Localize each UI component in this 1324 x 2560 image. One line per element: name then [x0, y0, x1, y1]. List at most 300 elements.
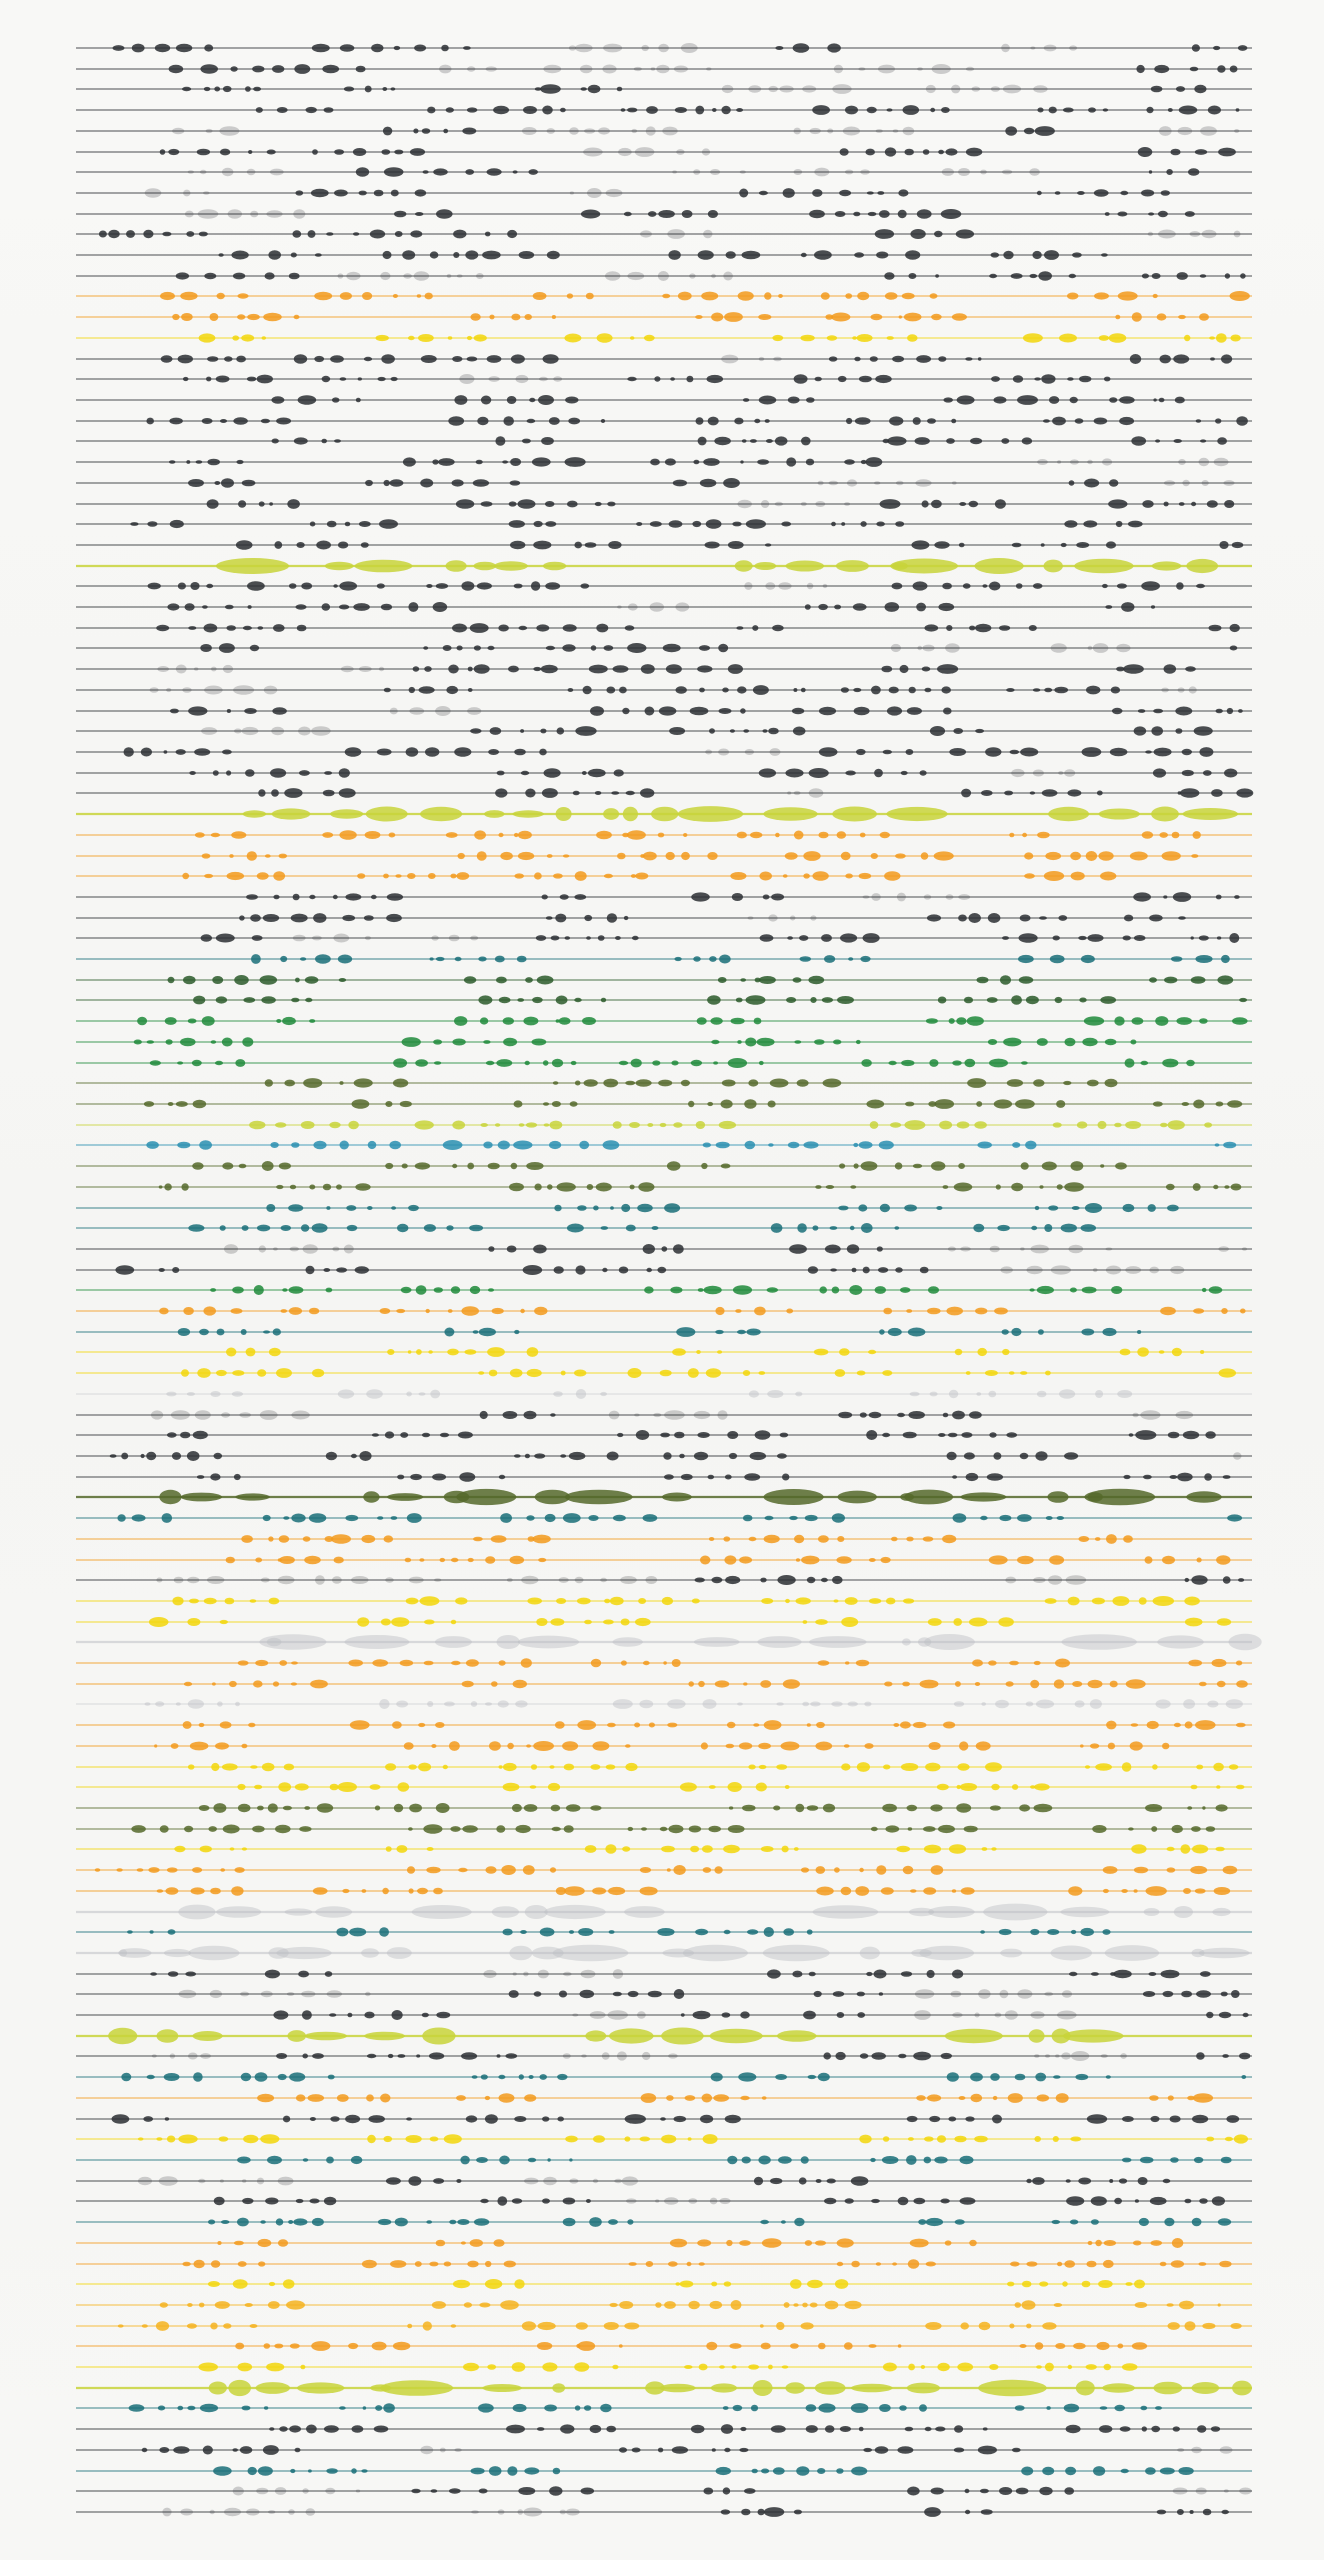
ink-bead — [674, 1989, 685, 1999]
ink-bead — [924, 688, 931, 693]
ink-bead — [1174, 1906, 1193, 1918]
score-line-44 — [76, 933, 1252, 943]
ink-bead — [309, 1185, 315, 1190]
ink-bead — [790, 2279, 802, 2289]
ink-bead — [911, 540, 929, 549]
ink-bead — [643, 1244, 655, 1254]
ink-bead — [381, 604, 392, 611]
ink-bead — [367, 2054, 377, 2058]
ink-bead — [1216, 1804, 1228, 1811]
ink-bead — [1134, 935, 1146, 941]
ink-bead — [1170, 149, 1180, 156]
ink-bead — [575, 726, 596, 736]
ink-bead — [1009, 2324, 1014, 2329]
score-line-10 — [76, 229, 1252, 239]
ink-bead — [355, 1266, 369, 1273]
ink-bead — [468, 667, 473, 672]
ink-bead — [270, 1142, 278, 1148]
ink-bead — [323, 1268, 330, 1272]
ink-bead — [295, 1783, 309, 1790]
ink-bead — [715, 1307, 724, 1315]
ink-bead — [1192, 2115, 1208, 2124]
ink-bead — [1172, 1825, 1183, 1833]
ink-bead — [276, 1368, 292, 1378]
ink-bead — [344, 1245, 354, 1254]
ink-bead — [426, 1867, 440, 1874]
ink-bead — [1145, 1804, 1162, 1812]
ink-bead — [954, 1183, 973, 1192]
ink-bead — [329, 2013, 336, 2017]
ink-bead — [849, 1285, 862, 1295]
ink-bead — [391, 377, 398, 381]
ink-bead — [237, 2157, 251, 2164]
ink-bead — [536, 1618, 547, 1626]
ink-bead — [771, 2425, 786, 2433]
ink-bead — [675, 107, 687, 113]
ink-bead — [706, 67, 711, 70]
ink-bead — [460, 2156, 469, 2165]
ink-bead — [754, 1307, 766, 1316]
ink-bead — [489, 2466, 502, 2476]
ink-bead — [823, 584, 828, 588]
ink-bead — [507, 230, 517, 238]
ink-bead — [646, 106, 658, 114]
ink-bead — [999, 1515, 1011, 1521]
ink-bead — [715, 1680, 730, 1687]
ink-bead — [768, 728, 779, 735]
ink-bead — [467, 357, 478, 362]
ink-bead — [1232, 2381, 1252, 2396]
ink-bead — [582, 1017, 596, 1025]
ink-bead — [1236, 788, 1253, 797]
ink-bead — [841, 1763, 850, 1770]
ink-bead — [273, 895, 279, 900]
ink-bead — [1164, 664, 1177, 673]
ink-bead — [710, 2029, 763, 2044]
score-line-106 — [76, 2217, 1252, 2227]
ink-bead — [666, 664, 682, 674]
ink-bead — [577, 1720, 596, 1730]
ink-bead — [870, 2158, 876, 2162]
ink-bead — [436, 209, 453, 218]
ink-bead — [1082, 1287, 1097, 1294]
ink-bead — [839, 1348, 850, 1356]
ink-bead — [861, 1059, 872, 1067]
ink-bead — [333, 895, 338, 899]
ink-bead — [423, 646, 428, 650]
ink-bead — [622, 1846, 630, 1851]
ink-bead — [256, 2488, 268, 2495]
ink-bead — [345, 522, 351, 527]
ink-bead — [408, 1827, 413, 1831]
ink-bead — [523, 106, 537, 114]
ink-bead — [353, 148, 366, 156]
ink-bead — [1075, 2074, 1088, 2080]
score-line-32 — [76, 685, 1252, 695]
ink-bead — [513, 1680, 527, 1688]
ink-bead — [1116, 644, 1130, 653]
score-line-57 — [76, 1203, 1252, 1213]
ink-bead — [1198, 2262, 1206, 2266]
ink-bead — [1017, 1556, 1034, 1565]
ink-bead — [194, 2260, 205, 2268]
ink-bead — [939, 1121, 952, 1130]
ink-bead — [455, 957, 462, 961]
ink-bead — [951, 419, 956, 424]
ink-bead — [1148, 232, 1153, 236]
ink-bead — [1148, 1972, 1156, 1976]
ink-bead — [177, 1061, 183, 1064]
ink-bead — [463, 2363, 479, 2371]
ink-bead — [901, 1971, 912, 1977]
ink-bead — [110, 1454, 117, 1458]
ink-bead — [863, 895, 870, 898]
ink-bead — [459, 374, 474, 384]
ink-bead — [405, 2135, 421, 2143]
ink-bead — [716, 1142, 730, 1149]
ink-bead — [915, 479, 931, 487]
ink-bead — [746, 519, 766, 529]
ink-bead — [1037, 191, 1042, 195]
ink-bead — [807, 1577, 816, 1583]
ink-bead — [137, 1017, 147, 1026]
ink-bead — [415, 212, 424, 216]
ink-bead — [408, 336, 415, 340]
ink-bead — [1009, 833, 1014, 838]
ink-bead — [991, 86, 1000, 92]
ink-bead — [193, 1431, 208, 1439]
ink-bead — [235, 1493, 269, 1500]
ink-bead — [908, 1328, 926, 1337]
ink-bead — [561, 1371, 566, 1376]
ink-bead — [1160, 2262, 1167, 2267]
ink-bead — [637, 2011, 646, 2019]
ink-bead — [1223, 1475, 1231, 1479]
ink-bead — [951, 85, 960, 94]
ink-bead — [667, 229, 685, 239]
score-line-109 — [76, 2279, 1252, 2289]
ink-bead — [1189, 686, 1197, 693]
ink-bead — [722, 1080, 736, 1087]
score-line-14 — [76, 312, 1252, 322]
ink-bead — [754, 2177, 763, 2186]
ink-bead — [266, 210, 282, 217]
ink-bead — [235, 2343, 244, 2350]
ink-bead — [641, 1827, 647, 1830]
ink-bead — [816, 2179, 822, 2183]
ink-bead — [569, 2158, 572, 2161]
ink-bead — [764, 1535, 780, 1543]
ink-bead — [1211, 2426, 1220, 2432]
ink-bead — [200, 2053, 211, 2059]
ink-bead — [785, 1785, 790, 1789]
ink-bead — [265, 854, 271, 858]
ink-bead — [719, 2365, 725, 2369]
ink-bead — [482, 2384, 522, 2392]
ink-bead — [1151, 605, 1155, 608]
ink-bead — [1140, 2406, 1147, 2411]
ink-bead — [746, 1329, 760, 1336]
ink-bead — [921, 2365, 925, 2369]
score-line-35 — [76, 747, 1252, 757]
ink-bead — [1184, 1597, 1200, 1606]
score-line-17 — [76, 374, 1252, 384]
ink-bead — [816, 1722, 825, 1728]
ink-bead — [807, 1929, 813, 1934]
ink-bead — [415, 1059, 428, 1067]
score-line-11 — [76, 250, 1252, 260]
ink-bead — [696, 417, 704, 425]
ink-bead — [301, 1991, 315, 1998]
ink-bead — [794, 1847, 799, 1851]
ink-bead — [377, 749, 392, 756]
ink-bead — [487, 168, 502, 175]
ink-bead — [1044, 45, 1057, 52]
ink-bead — [1196, 2488, 1207, 2495]
ink-bead — [263, 914, 279, 922]
ink-bead — [1117, 212, 1127, 217]
ink-bead — [956, 229, 974, 238]
score-line-87 — [76, 1824, 1252, 1834]
ink-bead — [1012, 543, 1022, 548]
ink-bead — [989, 274, 997, 278]
ink-bead — [214, 1453, 223, 1459]
ink-bead — [674, 1432, 685, 1439]
ink-bead — [934, 851, 954, 860]
ink-bead — [216, 558, 289, 574]
ink-bead — [303, 1078, 322, 1088]
ink-bead — [1015, 1099, 1035, 1108]
score-line-4 — [76, 105, 1252, 115]
ink-bead — [903, 1598, 914, 1603]
ink-bead — [667, 1161, 681, 1170]
ink-bead — [160, 1825, 169, 1832]
ink-bead — [966, 148, 982, 157]
score-line-105 — [76, 2196, 1252, 2206]
ink-bead — [1182, 480, 1189, 486]
ink-bead — [338, 273, 344, 278]
ink-bead — [1239, 998, 1247, 1002]
ink-bead — [650, 521, 662, 527]
ink-bead — [750, 1452, 767, 1460]
ink-bead — [1206, 2137, 1214, 2142]
ink-bead — [837, 996, 854, 1004]
ink-bead — [866, 457, 883, 467]
ink-bead — [972, 86, 981, 91]
ink-bead — [164, 750, 168, 753]
ink-bead — [204, 874, 213, 878]
ink-bead — [243, 2135, 258, 2143]
ink-bead — [1106, 541, 1116, 548]
ink-bead — [1045, 852, 1061, 860]
ink-bead — [562, 1741, 578, 1751]
ink-bead — [486, 66, 497, 71]
ink-bead — [927, 2094, 941, 2101]
ink-bead — [488, 1288, 494, 1292]
ink-bead — [722, 2012, 731, 2017]
ink-bead — [370, 1784, 381, 1790]
ink-bead — [213, 770, 219, 776]
ink-bead — [1183, 1888, 1191, 1894]
ink-bead — [1234, 129, 1239, 133]
ink-bead — [500, 852, 513, 860]
ink-bead — [181, 313, 193, 321]
ink-bead — [179, 1990, 197, 1998]
ink-bead — [910, 1392, 920, 1397]
ink-bead — [1240, 1309, 1246, 1314]
ink-bead — [844, 1744, 850, 1748]
ink-bead — [956, 1803, 971, 1812]
ink-bead — [222, 168, 233, 176]
ink-bead — [1058, 915, 1067, 921]
ink-bead — [653, 1413, 661, 1417]
ink-bead — [409, 687, 415, 693]
ink-bead — [1179, 502, 1185, 506]
ink-bead — [290, 2343, 300, 2348]
ink-bead — [1065, 1038, 1076, 1047]
ink-bead — [999, 1929, 1012, 1935]
ink-bead — [661, 1246, 667, 1251]
ink-bead — [1002, 1329, 1009, 1334]
ink-bead — [511, 1163, 518, 1169]
ink-bead — [637, 1204, 653, 1212]
ink-bead — [650, 602, 664, 612]
score-line-55 — [76, 1161, 1252, 1171]
ink-bead — [635, 873, 648, 880]
ink-bead — [644, 335, 655, 341]
ink-bead — [829, 481, 839, 486]
ink-bead — [722, 688, 729, 693]
ink-bead — [274, 2344, 283, 2349]
ink-bead — [337, 2094, 349, 2102]
ink-bead — [928, 1286, 939, 1293]
ink-bead — [1122, 2363, 1138, 2371]
ink-bead — [505, 2053, 517, 2058]
ink-bead — [898, 2054, 906, 2059]
ink-bead — [448, 665, 459, 674]
ink-bead — [835, 211, 846, 217]
ink-bead — [1234, 231, 1241, 238]
ink-bead — [467, 1163, 474, 1170]
ink-bead — [355, 1183, 370, 1191]
ink-bead — [737, 832, 747, 839]
ink-bead — [375, 2405, 382, 2411]
ink-bead — [1053, 1122, 1062, 1127]
ink-bead — [474, 645, 481, 650]
ink-bead — [512, 2198, 523, 2203]
ink-bead — [384, 1535, 394, 1542]
ink-bead — [339, 2406, 346, 2410]
ink-bead — [353, 603, 370, 611]
score-line-53 — [76, 1120, 1252, 1130]
ink-bead — [527, 1598, 542, 1605]
ink-bead — [183, 1721, 192, 1729]
ink-bead — [1069, 274, 1077, 278]
ink-bead — [1076, 542, 1089, 548]
ink-bead — [1221, 2510, 1229, 2514]
ink-bead — [1094, 189, 1109, 196]
ink-bead — [418, 334, 434, 342]
ink-bead — [722, 85, 733, 93]
ink-bead — [479, 1328, 496, 1336]
ink-bead — [738, 291, 754, 300]
ink-bead — [814, 1991, 822, 1997]
ink-bead — [664, 1410, 685, 1420]
ink-bead — [685, 2095, 696, 2101]
ink-bead — [949, 748, 966, 756]
ink-bead — [245, 86, 251, 92]
ink-bead — [351, 1454, 357, 1458]
ink-bead — [709, 956, 717, 962]
ink-bead — [361, 1535, 375, 1543]
ink-bead — [910, 2239, 929, 2248]
ink-bead — [279, 2426, 288, 2431]
ink-bead — [199, 1329, 209, 1335]
ink-bead — [1192, 1845, 1208, 1854]
ink-bead — [693, 956, 701, 961]
ink-bead — [754, 419, 760, 423]
ink-bead — [624, 2323, 639, 2330]
score-line-42 — [76, 892, 1252, 902]
ink-bead — [309, 1019, 315, 1023]
ink-bead — [467, 707, 481, 715]
ink-bead — [465, 169, 474, 175]
ink-bead — [835, 2052, 845, 2060]
ink-bead — [534, 1184, 541, 1191]
ink-bead — [1236, 1723, 1246, 1728]
ink-bead — [259, 1245, 266, 1252]
ink-bead — [1091, 2196, 1107, 2206]
ink-bead — [314, 292, 332, 301]
ink-bead — [166, 1039, 173, 1044]
ink-bead — [193, 996, 205, 1005]
ink-bead — [385, 1577, 394, 1582]
ink-bead — [289, 1307, 302, 1315]
ink-bead — [860, 1412, 867, 1417]
ink-bead — [250, 2324, 258, 2328]
ink-bead — [768, 1101, 776, 1108]
ink-bead — [1002, 1349, 1009, 1355]
ink-bead — [586, 936, 591, 940]
ink-bead — [299, 1826, 311, 1832]
ink-bead — [883, 1308, 892, 1315]
ink-bead — [1174, 1723, 1181, 1727]
ink-bead — [624, 1906, 665, 1918]
ink-bead — [325, 562, 354, 570]
ink-bead — [1129, 1433, 1134, 1436]
score-line-50 — [76, 1058, 1252, 1068]
ink-bead — [913, 581, 928, 590]
ink-bead — [584, 1620, 592, 1625]
ink-bead — [322, 832, 333, 838]
ink-bead — [688, 1681, 694, 1686]
ink-bead — [728, 1825, 745, 1833]
ink-bead — [350, 1720, 370, 1729]
ink-bead — [150, 1060, 161, 1065]
ink-bead — [869, 1558, 876, 1562]
ink-bead — [564, 1764, 575, 1771]
ink-bead — [1078, 936, 1087, 940]
score-line-97 — [76, 2028, 1252, 2045]
ink-bead — [904, 313, 922, 322]
ink-bead — [575, 1081, 581, 1086]
ink-bead — [116, 1868, 122, 1871]
ink-bead — [167, 1432, 177, 1437]
ink-bead — [960, 2322, 969, 2329]
score-line-73 — [76, 1534, 1252, 1544]
ink-bead — [361, 1948, 379, 1957]
ink-bead — [1168, 1120, 1185, 1129]
